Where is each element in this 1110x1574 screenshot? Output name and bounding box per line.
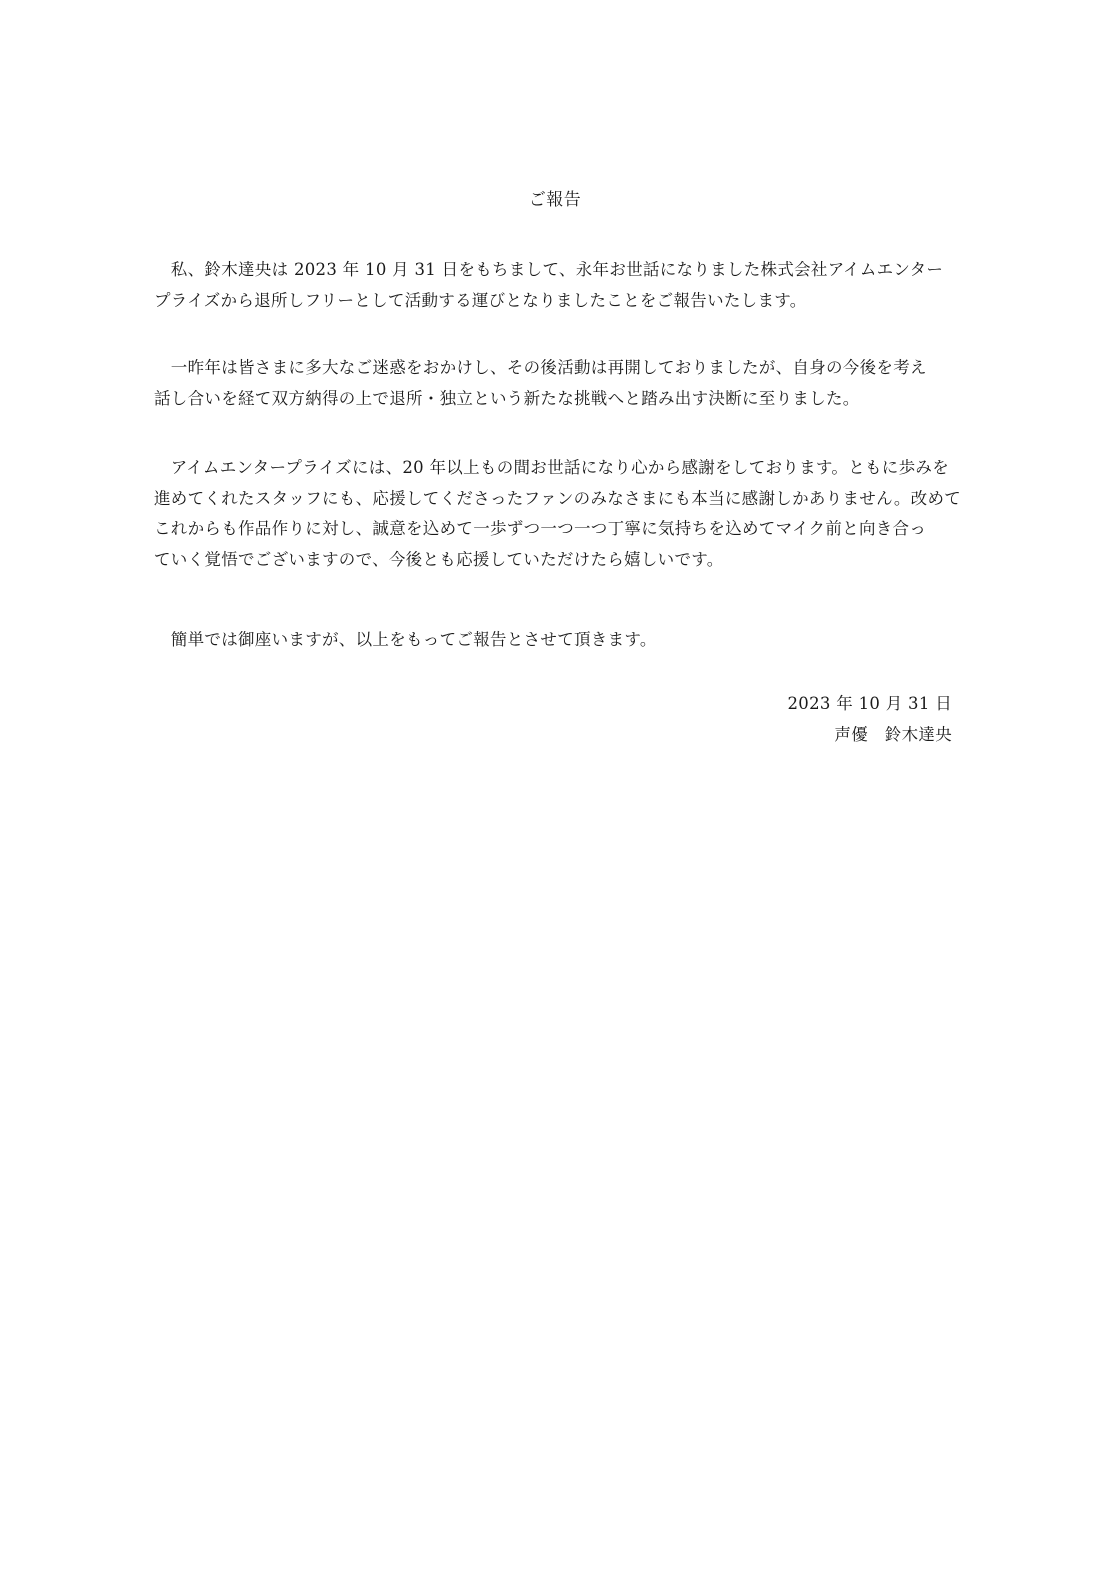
signature-name: 声優 鈴木達央: [834, 724, 952, 744]
document-title: ご報告: [528, 190, 582, 210]
paragraph-line: ていく覚悟でございますので、今後とも応援していただけたら嬉しいです。: [154, 549, 724, 569]
paragraph-1: [154, 255, 954, 316]
paragraph-4: [154, 625, 954, 656]
paragraph-3: [154, 453, 962, 575]
paragraph-2: [154, 353, 954, 414]
paragraph-line: 話し合いを経て双方納得の上で退所・独立という新たな挑戦へと踏み出す決断に至りました。: [154, 388, 860, 408]
document-date: 2023 年 10 月 31 日: [787, 694, 952, 713]
signature-block: [787, 689, 952, 750]
paragraph-line: プライズから退所しフリーとして活動する運びとなりましたことをご報告いたします。: [154, 290, 807, 310]
paragraph-line: これからも作品作りに対し、誠意を込めて一歩ずつ一つ一つ丁寧に気持ちを込めてマイク前と向き合っ: [154, 519, 927, 538]
paragraph-line: 進めてくれたスタッフにも、応援してくださったファンのみなさまにも本当に感謝しかありません。改めて: [154, 488, 962, 508]
paragraph-line: 簡単では御座いますが、以上をもってご報告とさせて頂きます。: [154, 630, 657, 649]
paragraph-line: 一昨年は皆さまに多大なご迷惑をおかけし、その後活動は再開しておりましたが、自身の今後を考え: [154, 358, 927, 377]
paragraph-line: アイムエンタープライズには、20 年以上もの間お世話になり心から感謝をしております。ともに歩みを: [154, 458, 949, 477]
paragraph-line: 私、鈴木達央は 2023 年 10 月 31 日をもちまして、永年お世話になりました株式会社アイムエンター: [154, 260, 944, 279]
